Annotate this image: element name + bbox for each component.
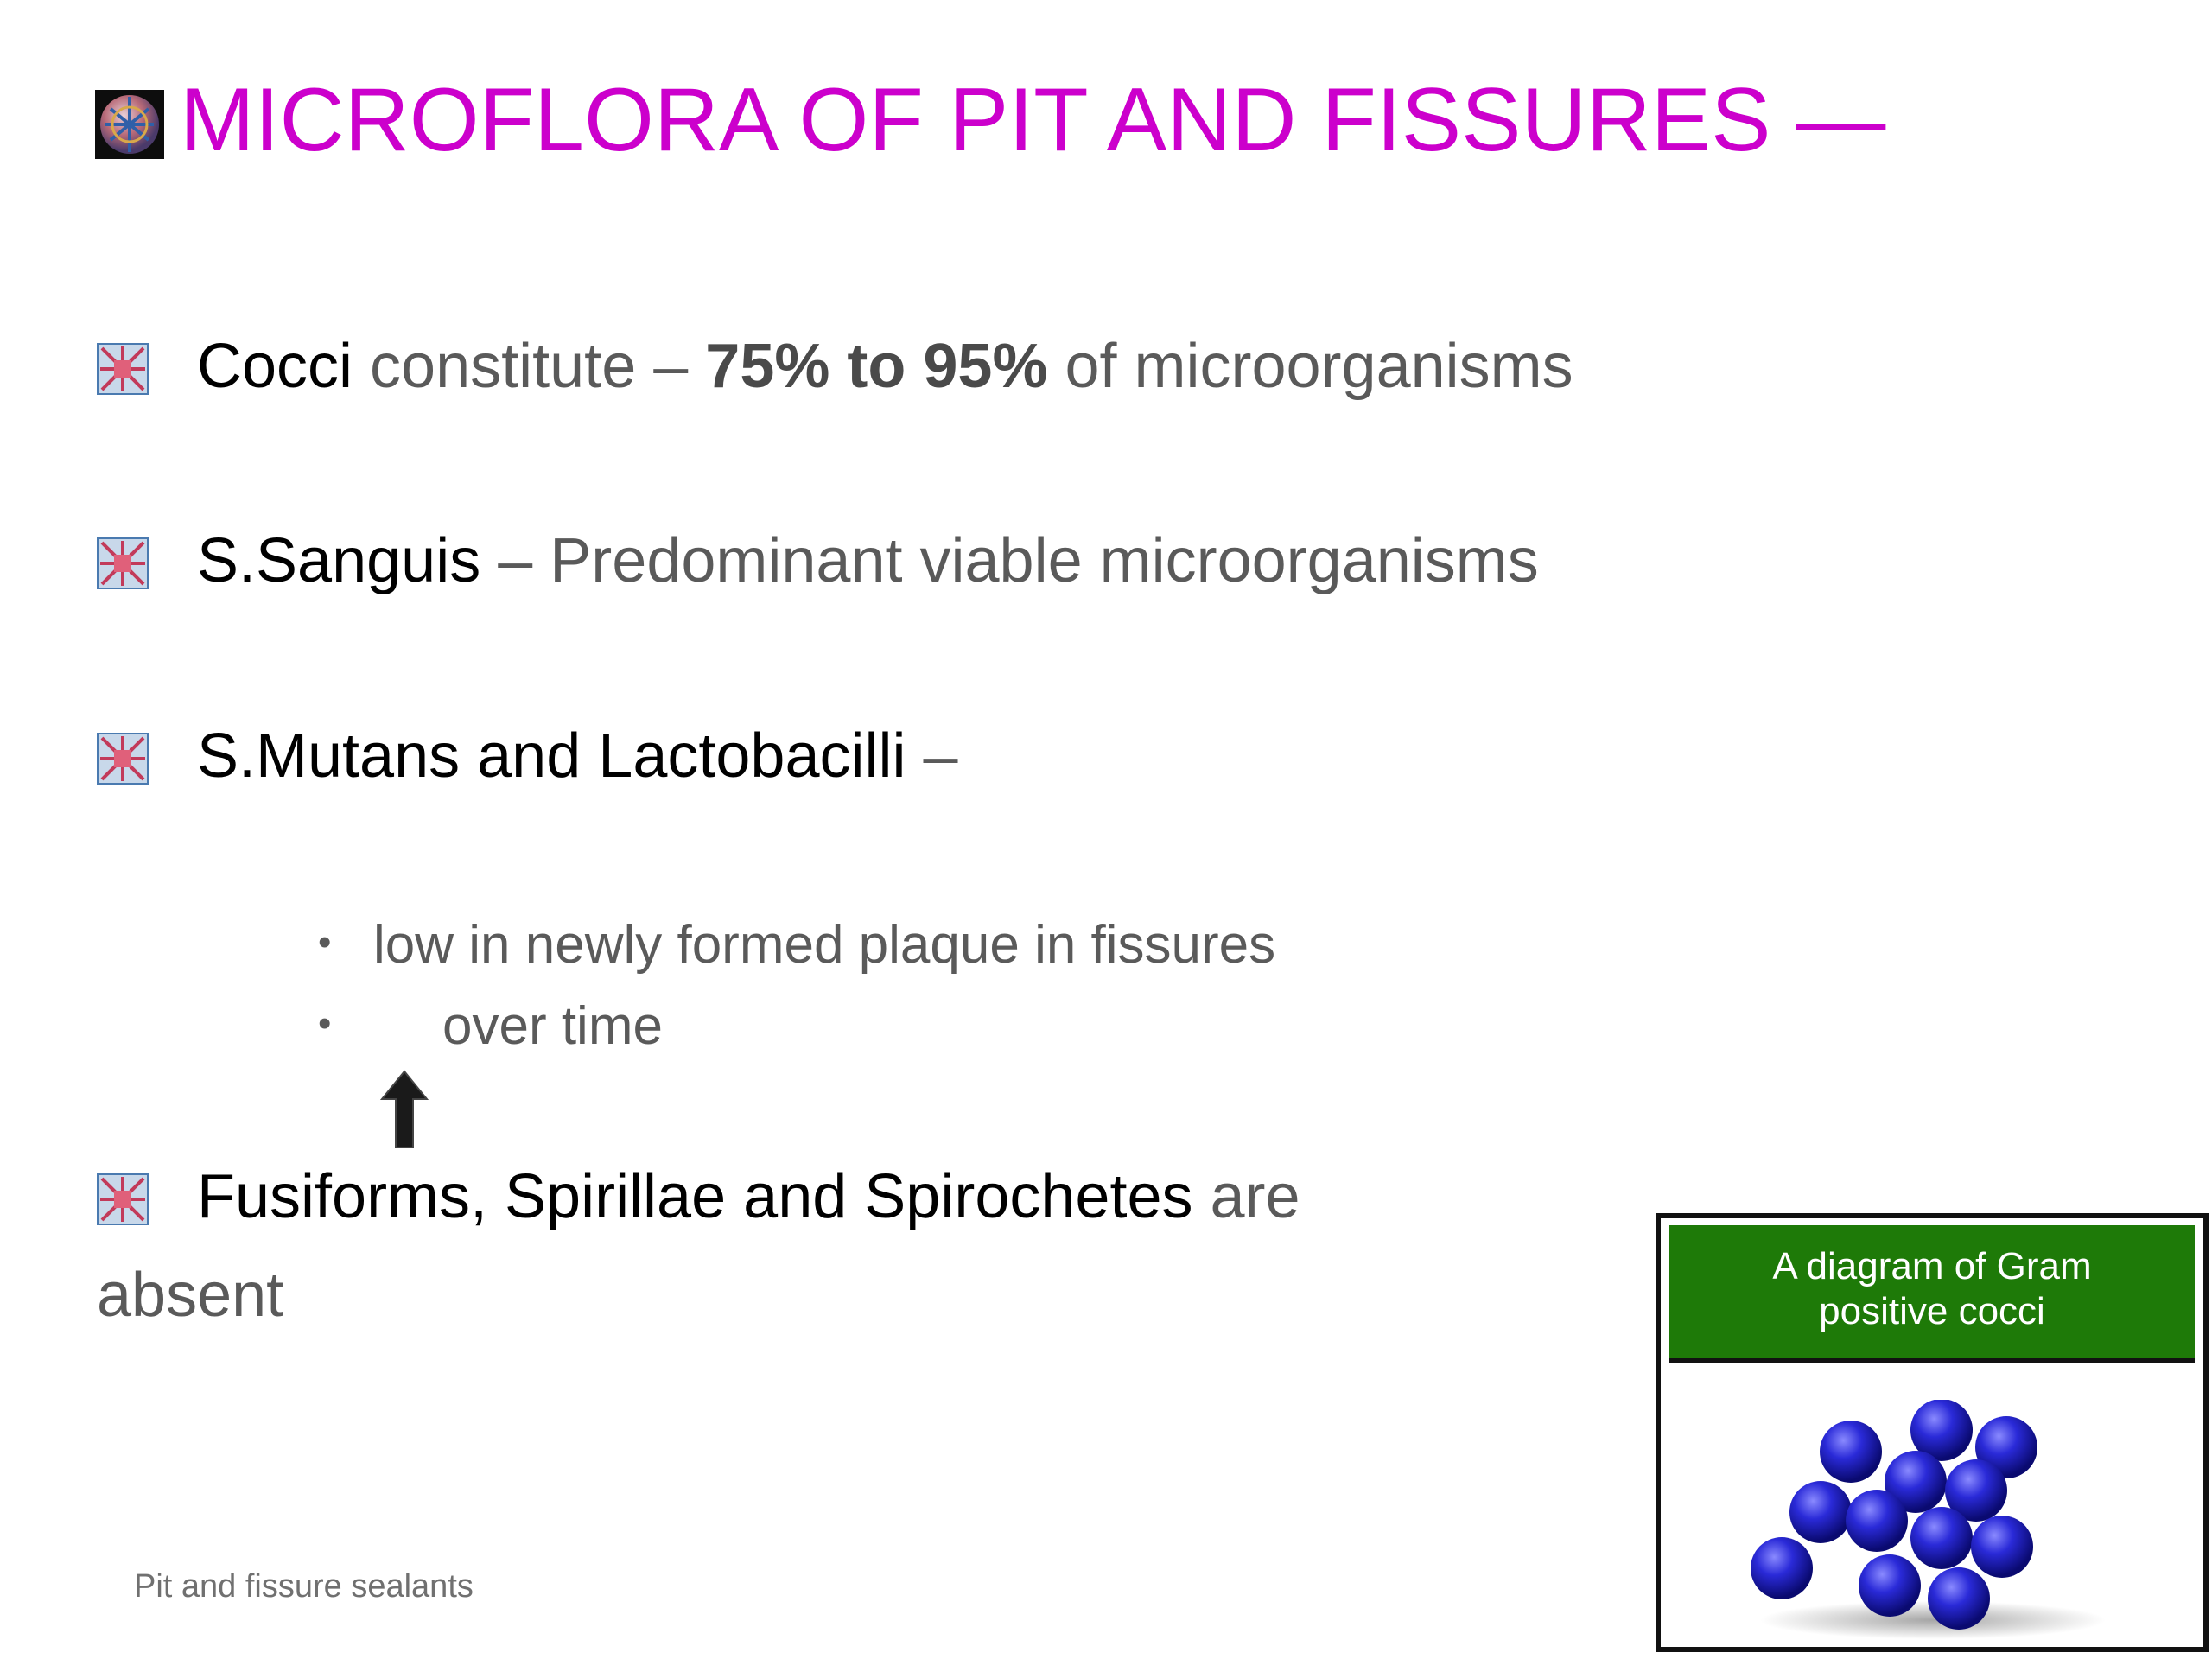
ornament-square-icon <box>97 537 149 589</box>
sub-bullet-dot: • <box>318 921 332 963</box>
ornament-square-icon <box>97 733 149 785</box>
cocci-diagram <box>1656 1213 2209 1652</box>
ornament-square-icon <box>97 1173 149 1225</box>
bullet-term: S.Sanguis <box>197 526 481 595</box>
cocci-cluster-icon <box>1747 1400 2110 1646</box>
bullet-term: Fusiforms, Spirillae and Spirochetes <box>197 1162 1193 1231</box>
bullet-emphasis: 75% to 95% <box>705 332 1048 401</box>
bullet-fusiforms <box>197 1163 1300 1231</box>
bullet-s-sanguis <box>197 527 1539 595</box>
globe-icon <box>95 90 164 159</box>
bullet-text: – <box>906 721 958 791</box>
bullet-s-mutans <box>197 722 958 791</box>
bullet-text: – Predominant viable microorganisms <box>480 526 1539 595</box>
diagram-caption: A diagram of Gram positive cocci <box>1669 1225 2195 1363</box>
slide-footer: Pit and fissure sealants <box>134 1568 474 1605</box>
sub-bullet-dot: • <box>318 1002 332 1045</box>
sub-bullet-over-time: over time <box>442 996 663 1056</box>
up-arrow-icon <box>380 1070 429 1154</box>
bullet-text: of microorganisms <box>1047 332 1573 401</box>
bullet-cocci <box>197 333 1573 401</box>
ornament-square-icon <box>97 343 149 395</box>
bullet-text: constitute – <box>353 332 706 401</box>
bullet-text: are <box>1192 1162 1300 1231</box>
sub-bullet-low: low in newly formed plaque in fissures <box>373 915 1276 975</box>
bullet-continuation: absent <box>97 1261 284 1330</box>
slide-title: MICROFLORA OF PIT AND FISSURES — <box>180 70 1886 170</box>
bullet-term: S.Mutans and Lactobacilli <box>197 721 906 791</box>
bullet-term: Cocci <box>197 332 353 401</box>
